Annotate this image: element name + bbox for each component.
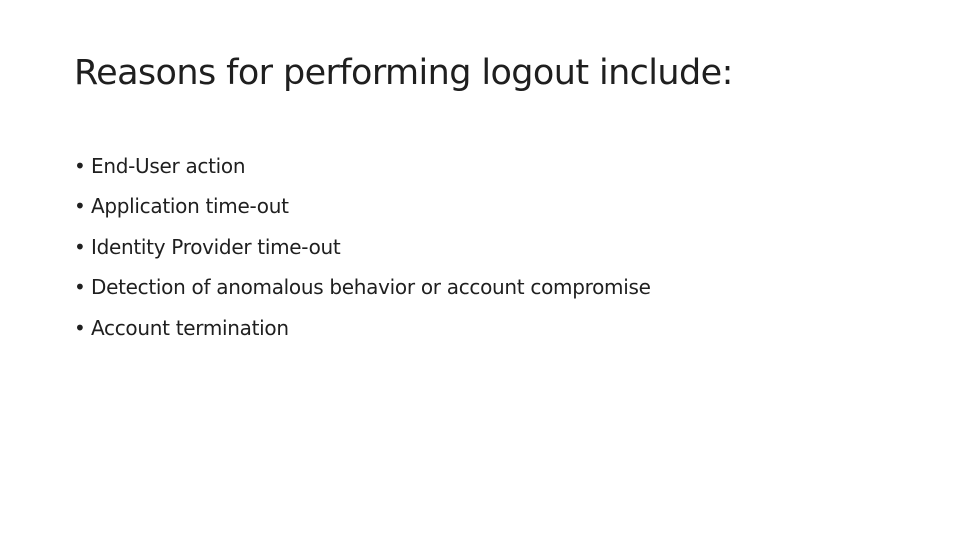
bullet-item	[74, 146, 651, 186]
bullet-text: Account termination	[91, 315, 289, 340]
bullet-icon: •	[74, 154, 86, 178]
bullet-text: Detection of anomalous behavior or account compromise	[91, 275, 651, 300]
slide-title: Reasons for performing logout include:	[74, 53, 733, 93]
bullet-text: Identity Provider time-out	[91, 234, 341, 259]
bullet-icon: •	[74, 194, 86, 219]
bullet-icon: •	[74, 275, 86, 300]
bullet-item	[74, 267, 651, 307]
bullet-item	[74, 186, 651, 226]
bullet-text: End-User action	[91, 154, 246, 178]
bullet-icon: •	[74, 315, 86, 340]
bullet-list	[74, 146, 651, 348]
bullet-icon: •	[74, 234, 86, 259]
bullet-item	[74, 308, 651, 348]
bullet-text: Application time-out	[91, 194, 289, 219]
bullet-item	[74, 227, 651, 267]
